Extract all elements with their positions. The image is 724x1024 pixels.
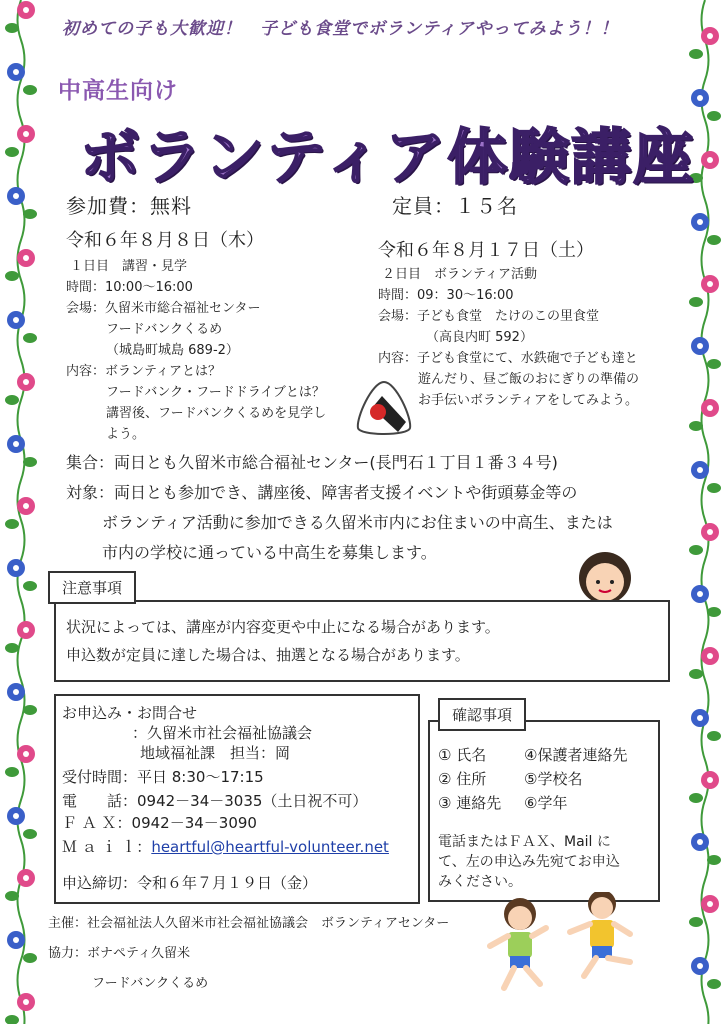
sponsor: 主催：社会福祉法人久留米市社会福祉協議会 ボランティアセンター bbox=[48, 916, 450, 931]
contact-org: ：久留米市社会福祉協議会 bbox=[132, 724, 313, 742]
day1-date: 令和６年８月８日（木） bbox=[66, 230, 264, 251]
onigiri-icon bbox=[352, 378, 416, 440]
day1-details bbox=[66, 256, 356, 445]
day1-content-4: よう。 bbox=[106, 427, 146, 442]
gathering-info: 集合：両日とも久留米市総合福祉センター(長門石１丁目１番３４号) bbox=[66, 453, 558, 472]
contact-dept: 地域福祉課 担当：岡 bbox=[140, 744, 291, 762]
confirm-title: 確認事項 bbox=[438, 698, 526, 731]
target-line-1: 対象：両日とも参加でき、講座後、障害者支援イベントや街頭募金等の bbox=[66, 483, 578, 502]
tagline: 初めての子も大歓迎！ 子ども食堂でボランティアやってみよう！！ bbox=[62, 19, 619, 39]
contact-deadline: 申込締切：令和６年７月１９日（金） bbox=[62, 874, 318, 892]
day1-venue-name: フードバンクくるめ bbox=[106, 322, 223, 337]
day1-content: 内容：ボランティアとは？ bbox=[66, 364, 221, 379]
day2-label: ２日目 ボランティア活動 bbox=[382, 267, 537, 282]
morning-glory-vine-left-icon bbox=[4, 0, 38, 1024]
notice-line-2: 申込数が定員に達した場合は、抽選となる場合があります。 bbox=[66, 646, 470, 664]
confirm-note-2: て、左の申込み先宛てお申込 bbox=[438, 854, 620, 870]
confirm-note-1: 電話またはＦＡＸ、Mail に bbox=[438, 834, 611, 850]
day1-venue-address: （城島町城島 689-2） bbox=[106, 343, 239, 358]
running-children-icon bbox=[480, 892, 676, 996]
cooperation-2: フードバンクくるめ bbox=[92, 976, 209, 991]
contact-tel: 電 話：0942－34－3035（土日祝不可） bbox=[62, 792, 368, 810]
mail-label: Ｍ ａ ｉ ｌ： bbox=[62, 838, 152, 856]
target-line-3: 市内の学校に通っている中高生を募集します。 bbox=[102, 543, 437, 562]
target-info bbox=[66, 478, 613, 568]
day2-date: 令和６年８月１７日（土） bbox=[378, 240, 594, 261]
subtitle: 中高生向け bbox=[58, 78, 178, 104]
day2-venue: 会場：子ども食堂 たけのこの里食堂 bbox=[378, 309, 600, 324]
confirm-note bbox=[438, 832, 620, 892]
confirm-item-6: ⑥学年 bbox=[524, 794, 568, 812]
day1-label: １日目 講習・見学 bbox=[70, 259, 188, 274]
email-link[interactable]: heartful@heartful-volunteer.net bbox=[151, 838, 389, 856]
day2-content-3: お手伝いボランティアをしてみよう。 bbox=[418, 393, 638, 408]
contact-hours: 受付時間：平日 8:30～17:15 bbox=[62, 768, 264, 786]
day1-content-2: フードバンク・フードドライブとは？ bbox=[106, 385, 325, 400]
confirm-note-3: みください。 bbox=[438, 874, 522, 890]
day2-content-2: 遊んだり、昼ご飯のおにぎりの準備の bbox=[418, 372, 640, 387]
confirm-item-2: ② 住所 bbox=[438, 770, 487, 788]
confirm-box bbox=[428, 720, 660, 902]
confirm-item-3: ③ 連絡先 bbox=[438, 794, 502, 812]
confirm-item-1: ① 氏名 bbox=[438, 746, 487, 764]
contact-mail bbox=[62, 834, 389, 860]
notice-title: 注意事項 bbox=[48, 571, 136, 604]
target-line-2: ボランティア活動に参加できる久留米市内にお住まいの中高生、または bbox=[102, 513, 613, 532]
cooperation: 協力：ボナペティ久留米 bbox=[48, 946, 190, 961]
confirm-item-5: ⑤学校名 bbox=[524, 770, 583, 788]
notice-box bbox=[54, 600, 670, 682]
notice-line-1: 状況によっては、講座が内容変更や中止になる場合があります。 bbox=[66, 618, 500, 636]
capacity: 定員：１５名 bbox=[392, 194, 518, 218]
contact-heading: お申込み・お問合せ bbox=[62, 704, 198, 722]
day1-venue: 会場：久留米市総合福祉センター bbox=[66, 301, 261, 316]
day2-venue-address: （高良内町 592） bbox=[426, 330, 533, 345]
day2-content: 内容：子ども食堂にて、水鉄砲で子ども達と bbox=[378, 351, 638, 366]
contact-box bbox=[54, 694, 420, 904]
day2-details bbox=[378, 264, 678, 411]
day2-time: 時間：09：30～16:00 bbox=[378, 288, 514, 303]
confirm-item-4: ④保護者連絡先 bbox=[524, 746, 628, 764]
day1-content-3: 講習後、フードバンクくるめを見学し bbox=[106, 406, 327, 421]
contact-fax: Ｆ Ａ Ｘ：0942－34－3090 bbox=[62, 814, 257, 832]
day1-time: 時間：10:00～16:00 bbox=[66, 280, 193, 295]
page-title: ボランティア体験講座 bbox=[80, 123, 696, 193]
fee: 参加費：無料 bbox=[66, 194, 192, 218]
